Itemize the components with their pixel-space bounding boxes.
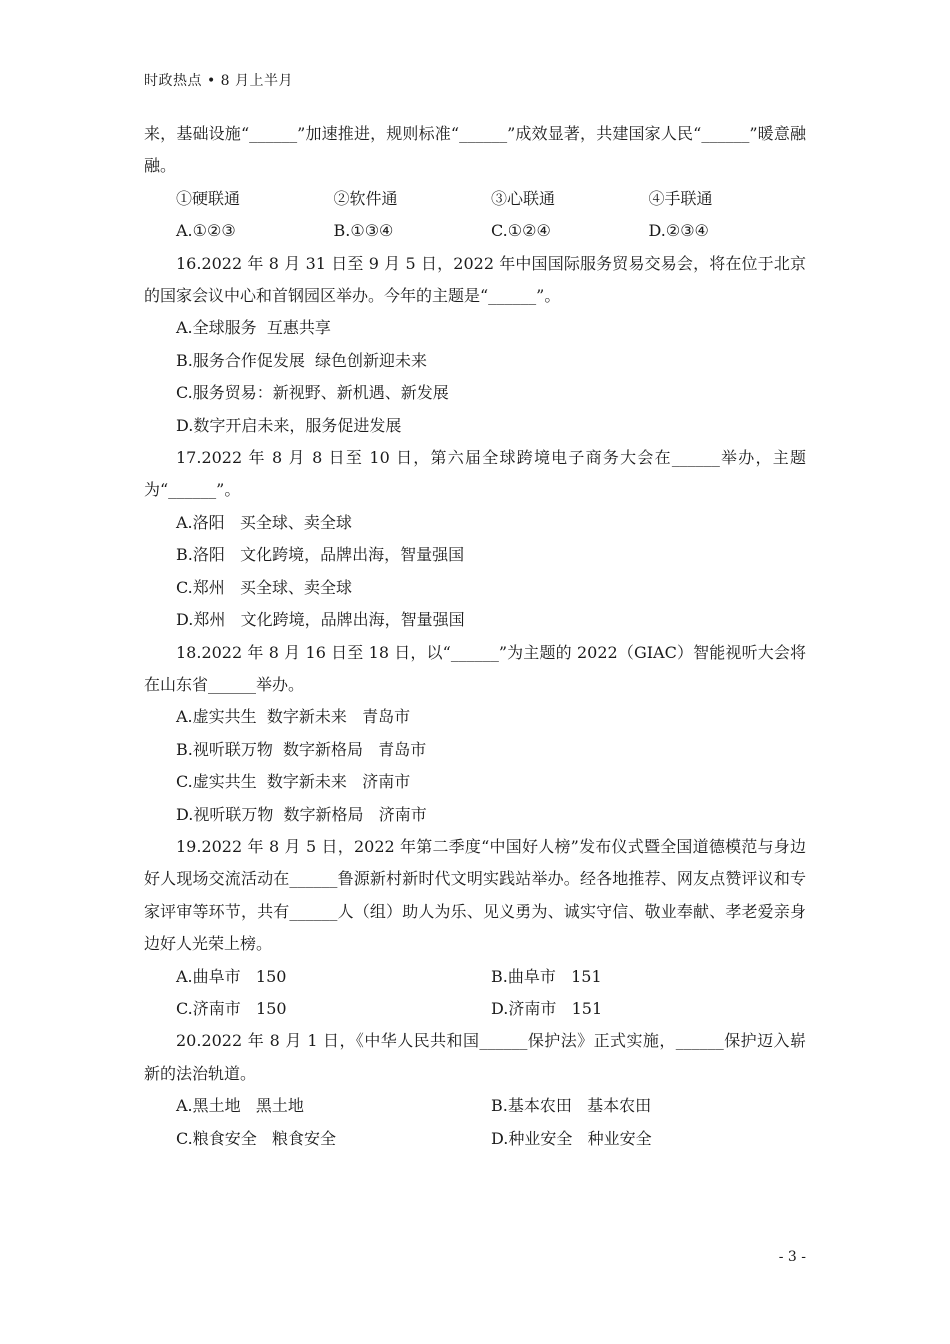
item: ①硬联通 xyxy=(176,188,241,208)
option-c: C.粮食安全 粮食安全 xyxy=(176,1128,337,1148)
option-d: D.种业安全 种业安全 xyxy=(491,1128,652,1148)
question-16-stem: 16.2022 年 8 月 31 日至 9 月 5 日，2022 年中国国际服务贸易交易会，将在位于北京的国家会议中心和首钢园区举办。今年的主题是“______”。 xyxy=(144,253,806,306)
option-b: B.基本农田 基本农田 xyxy=(491,1096,652,1116)
question-content xyxy=(144,118,806,1155)
item: ②软件通 xyxy=(333,188,398,208)
question-20-stem: 20.2022 年 8 月 1 日，《中华人民共和国______保护法》正式实施，______保护迈入崭新的法治轨道。 xyxy=(144,1031,806,1083)
page-number: - 3 - xyxy=(778,1249,806,1265)
option-b: B.①③④ xyxy=(333,221,394,241)
question-15-continuation: 来，基础设施“______”加速推进，规则标准“______”成效显著，共建国家人民“______”暖意融融。 xyxy=(144,124,806,176)
option-d: D.②③④ xyxy=(648,221,709,241)
question-17-stem: 17.2022 年 8 月 8 日至 10 日，第六届全球跨境电子商务大会在______举办，主题为“______”。 xyxy=(144,448,806,500)
option-c: C.①②④ xyxy=(491,221,551,241)
option-c: C.服务贸易：新视野、新机遇、新发展 xyxy=(176,383,449,403)
question-19-options-row-1 xyxy=(144,961,806,993)
question-19-stem: 19.2022 年 8 月 5 日，2022 年第二季度“中国好人榜”发布仪式暨全国道德模范与身边好人现场交流活动在______鲁源新村新时代文明实践站举办。经各地推荐、网友点赞评议和专家评审等环节，共有______人（组）助人为乐、见义勇为、诚实守信、敬业奉献、孝老爱亲身边好人光荣上榜。 xyxy=(144,836,806,954)
option-a: A.全球服务 互惠共享 xyxy=(176,318,331,338)
option-b: B.服务合作促发展 绿色创新迎未来 xyxy=(176,350,428,370)
question-18-stem: 18.2022 年 8 月 16 日至 18 日，以“______”为主题的 2022（GIAC）智能视听大会将在山东省______举办。 xyxy=(144,642,806,694)
item: ③心联通 xyxy=(491,188,556,208)
option-d: D.视听联万物 数字新格局 济南市 xyxy=(176,804,427,824)
option-b: B.曲阜市 151 xyxy=(491,966,602,986)
option-a: A.黑土地 黑土地 xyxy=(176,1096,304,1116)
option-a: A.虚实共生 数字新未来 青岛市 xyxy=(176,707,411,727)
option-a: A.洛阳 买全球、卖全球 xyxy=(176,512,352,532)
question-19-options-row-2 xyxy=(144,993,806,1025)
question-15-options xyxy=(144,215,806,247)
option-b: B.洛阳 文化跨境，品牌出海，智量强国 xyxy=(176,545,465,565)
option-c: C.郑州 买全球、卖全球 xyxy=(176,577,353,597)
option-b: B.视听联万物 数字新格局 青岛市 xyxy=(176,739,427,759)
item: ④手联通 xyxy=(648,188,713,208)
page-header: 时政热点 • 8 月上半月 xyxy=(144,73,294,89)
option-c: C.济南市 150 xyxy=(176,998,287,1018)
question-15-items xyxy=(144,183,806,215)
option-a: A.曲阜市 150 xyxy=(176,966,287,986)
option-a: A.①②③ xyxy=(176,221,236,241)
question-20-options-row-2 xyxy=(144,1123,806,1155)
option-d: D.数字开启未来，服务促进发展 xyxy=(176,415,402,435)
option-d: D.济南市 151 xyxy=(491,998,603,1018)
question-20-options-row-1 xyxy=(144,1090,806,1122)
option-c: C.虚实共生 数字新未来 济南市 xyxy=(176,772,411,792)
option-d: D.郑州 文化跨境，品牌出海，智量强国 xyxy=(176,610,465,630)
